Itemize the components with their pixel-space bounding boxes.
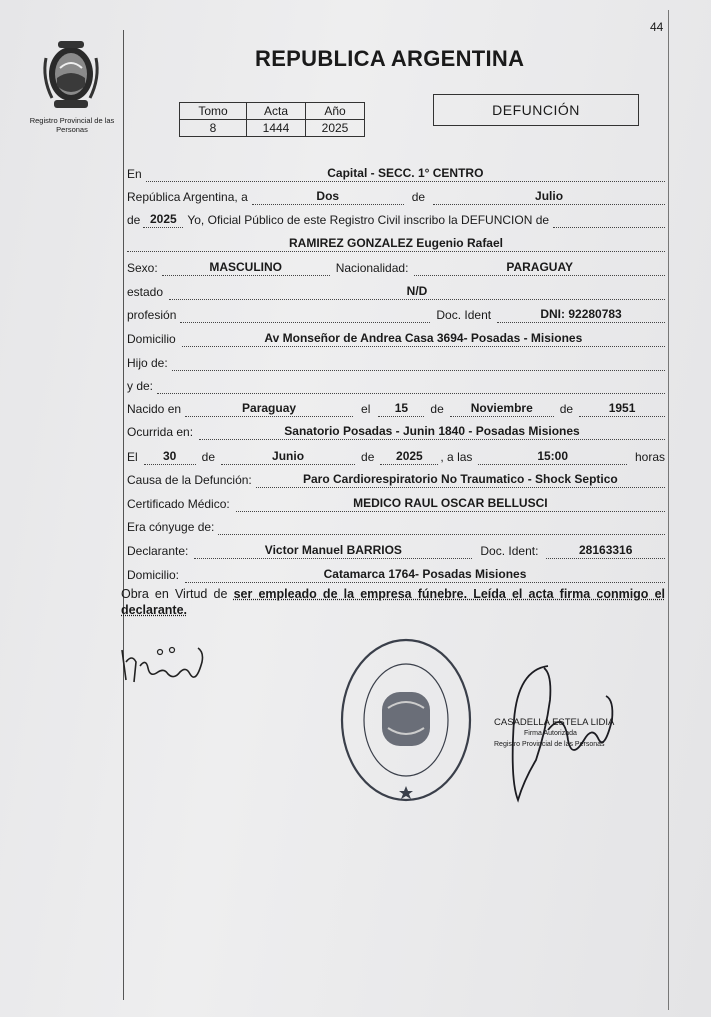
row-estado: [127, 280, 665, 300]
row-causa: [127, 468, 665, 488]
row-death-date: [127, 445, 665, 465]
label-profesion: profesión: [127, 308, 177, 322]
value-domicilio2: Catamarca 1764- Posadas Misiones: [185, 567, 665, 583]
label-de5: de: [201, 450, 216, 464]
value-death-day: 30: [144, 449, 196, 465]
label-domicilio: Domicilio: [127, 332, 176, 346]
value-month-text: Julio: [433, 189, 665, 205]
label-de4: de: [559, 402, 574, 416]
label-doc2: Doc. Ident:: [480, 544, 539, 558]
registry-logo-icon: [40, 38, 102, 110]
table-header-tomo: Tomo: [180, 103, 247, 120]
value-nacido-en: Paraguay: [185, 401, 353, 417]
row-yde: [127, 374, 665, 394]
register-table: [179, 102, 365, 137]
official-office: Registro Provincial de las Personas: [494, 741, 605, 748]
row-hijo: [127, 351, 665, 371]
row-domicilio: [127, 327, 665, 347]
label-ocurrida: Ocurrida en:: [127, 425, 194, 439]
row-domicilio2: [127, 563, 665, 583]
value-profesion: [180, 321, 430, 323]
value-certificado: MEDICO RAUL OSCAR BELLUSCI: [236, 496, 665, 512]
label-en: En: [127, 167, 142, 181]
page-number: 44: [650, 20, 664, 34]
value-birth-year: 1951: [579, 401, 665, 417]
label-declarante: Declarante:: [127, 544, 189, 558]
table-value-tomo: 8: [180, 120, 247, 137]
inscribe-text: Yo, Oficial Público de este Registro Civil inscribo la DEFUNCION de: [187, 213, 550, 227]
declarant-signature-icon: [116, 632, 208, 692]
label-domicilio2: Domicilio:: [127, 568, 180, 582]
label-horas: horas: [634, 450, 665, 464]
value-yde: [157, 392, 665, 394]
value-ocurrida: Sanatorio Posadas - Junin 1840 - Posadas Misiones: [199, 424, 665, 440]
value-hijo: [172, 369, 665, 371]
value-doc2: 28163316: [546, 543, 665, 559]
label-de: de: [411, 190, 426, 204]
official-name: CASADELLA ESTELA LIDIA: [494, 717, 615, 728]
page-title: REPUBLICA ARGENTINA: [255, 46, 525, 71]
label-de6: de: [361, 450, 375, 464]
row-profesion: [127, 303, 665, 323]
table-value-acta: 1444: [247, 120, 306, 137]
table-value-anio: 2025: [306, 120, 365, 137]
row-deceased-name: [127, 232, 665, 252]
label-nacido: Nacido en: [127, 402, 182, 416]
label-de3: de: [430, 402, 444, 416]
row-inscribe: [127, 208, 665, 228]
label-sexo: Sexo:: [127, 261, 158, 275]
value-birth-day: 15: [378, 401, 424, 417]
value-doc: DNI: 92280783: [497, 307, 665, 323]
label-estado: estado: [127, 285, 164, 299]
value-sexo: MASCULINO: [162, 260, 330, 276]
obra-paragraph: [121, 586, 665, 618]
value-place: Capital - SECC. 1° CENTRO: [146, 166, 665, 182]
value-domicilio: Av Monseñor de Andrea Casa 3694- Posadas - Misiones: [182, 331, 665, 347]
label-el: el: [361, 402, 371, 416]
value-death-month: Junio: [221, 449, 355, 465]
value-death-year: 2025: [380, 449, 438, 465]
row-place: [127, 162, 665, 182]
margin-line-left: [123, 30, 124, 1000]
table-header-acta: Acta: [247, 103, 306, 120]
value-death-time: 15:00: [478, 449, 627, 465]
value-causa: Paro Cardiorespiratorio No Traumatico - Shock Septico: [256, 472, 665, 488]
value-year: 2025: [143, 212, 183, 228]
table-header-anio: Año: [306, 103, 365, 120]
row-declarante: [127, 539, 665, 559]
row-conyuge: [127, 515, 665, 535]
label-conyuge: Era cónyuge de:: [127, 520, 215, 534]
value-birth-month: Noviembre: [450, 401, 554, 417]
value-conyuge: [218, 533, 665, 535]
row-certificado: [127, 492, 665, 512]
logo-caption: Registro Provincial de las Personas: [29, 116, 115, 134]
record-type-box: DEFUNCIÓN: [433, 94, 639, 126]
obra-prefix: Obra en Virtud de: [121, 587, 228, 601]
value-day-text: Dos: [252, 189, 404, 205]
label-republica: República Argentina, a: [127, 190, 248, 204]
label-certificado: Certificado Médico:: [127, 497, 230, 511]
row-ocurrida: [127, 420, 665, 440]
official-role: Firma Autorizada: [524, 730, 577, 737]
label-doc: Doc. Ident: [436, 308, 492, 322]
value-nacionalidad: PARAGUAY: [414, 260, 665, 276]
label-causa: Causa de la Defunción:: [127, 473, 252, 487]
value-estado: N/D: [169, 284, 665, 300]
label-yde: y de:: [127, 379, 154, 393]
margin-line-right: [668, 10, 669, 1010]
row-nacido: [127, 397, 665, 417]
row-sex-nationality: [127, 256, 665, 276]
value-declarante: Victor Manuel BARRIOS: [194, 543, 472, 559]
inscribe-fill: [553, 226, 665, 228]
value-deceased-name: RAMIREZ GONZALEZ Eugenio Rafael: [127, 236, 665, 252]
registry-stamp-icon: [338, 636, 474, 804]
label-nacionalidad: Nacionalidad:: [335, 261, 409, 275]
label-alas: , a las: [440, 450, 473, 464]
label-el2: El: [127, 450, 138, 464]
label-hijo: Hijo de:: [127, 356, 168, 370]
row-date: [127, 185, 665, 205]
obra-text: ser empleado de la empresa fúnebre. Leída el acta firma conmigo el declarante.: [121, 587, 665, 617]
label-de2: de: [127, 213, 141, 227]
